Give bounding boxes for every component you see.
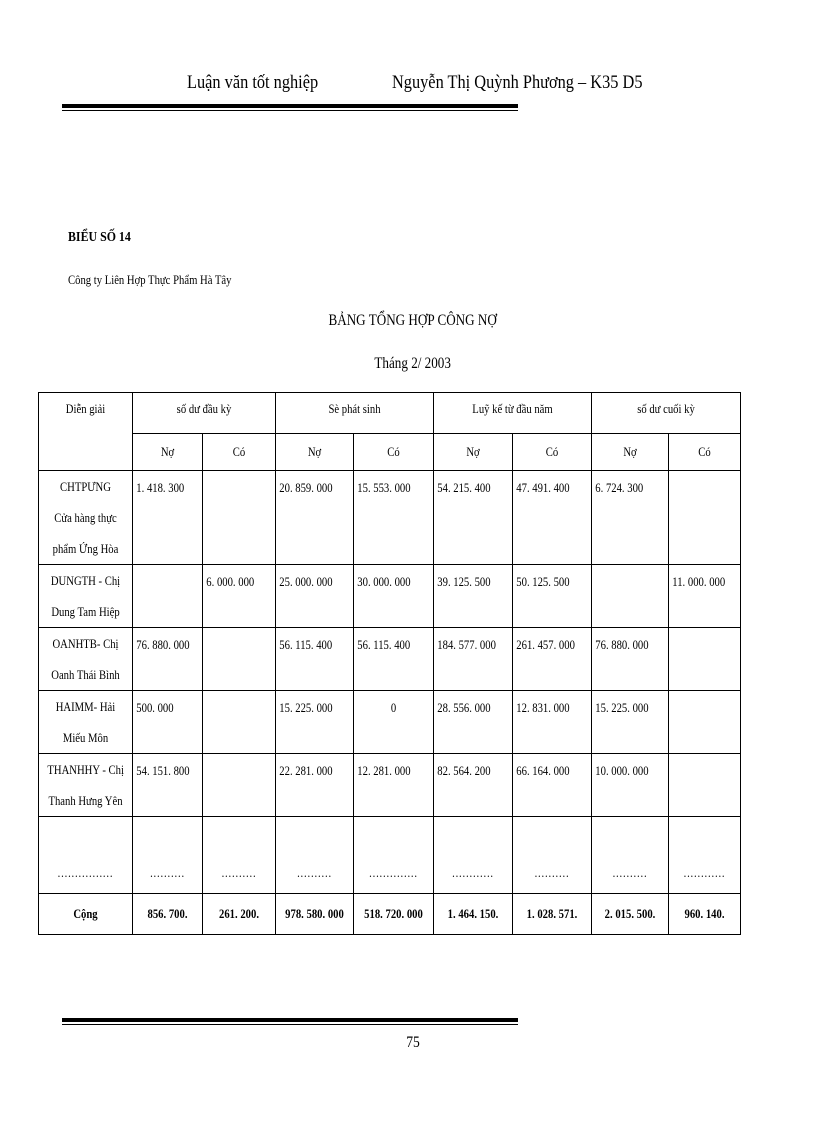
row-description [39, 565, 133, 628]
header-rule-thick [62, 104, 518, 108]
dots-cell [276, 817, 354, 894]
subheader-label: Có [698, 444, 711, 459]
total-value: 518. 720. 000 [364, 906, 423, 921]
subheader-cell [434, 434, 513, 471]
subheader-cell [354, 434, 434, 471]
value-cell [354, 754, 434, 817]
table-header-row [39, 393, 741, 434]
value-cell [513, 565, 592, 628]
value-cell [354, 471, 434, 565]
value-text: 12. 831. 000 [516, 700, 570, 715]
description-line: THANHHY - Chị [47, 762, 124, 777]
debt-summary-table [38, 392, 741, 935]
dots-text: ............ [683, 865, 726, 880]
dots-text: .............. [369, 865, 418, 880]
value-text: 66. 164. 000 [516, 763, 570, 778]
value-text: 56. 115. 400 [357, 637, 411, 652]
dots-cell [669, 817, 741, 894]
total-value: 960. 140. [684, 906, 725, 921]
value-cell [203, 628, 276, 691]
value-text: 261. 457. 000 [516, 637, 575, 652]
table-subheader-row [39, 434, 741, 471]
table-row [39, 565, 741, 628]
description-line: OANHTB- Chị [52, 636, 119, 651]
value-cell [354, 565, 434, 628]
dots-text: ................ [57, 865, 114, 880]
value-text: 56. 115. 400 [279, 637, 333, 652]
dots-cell [39, 817, 133, 894]
value-text [669, 754, 727, 763]
document-period-text: Tháng 2/ 2003 [374, 355, 452, 372]
value-text: 20. 859. 000 [279, 480, 333, 495]
value-cell [434, 628, 513, 691]
description-line: phẩm Ứng Hòa [52, 541, 119, 556]
value-cell [669, 471, 741, 565]
table-row [39, 471, 741, 565]
value-cell [434, 471, 513, 565]
value-text: 12. 281. 000 [357, 763, 411, 778]
value-text: 76. 880. 000 [136, 637, 190, 652]
row-description [39, 628, 133, 691]
value-text [203, 471, 262, 480]
total-value: 2. 015. 500. [604, 906, 656, 921]
value-cell [276, 471, 354, 565]
header-group-label: số dư đầu kỳ [176, 401, 232, 416]
value-cell [592, 691, 669, 754]
description-line: Cửa hàng thực [54, 510, 117, 525]
header-group-closing [592, 393, 741, 434]
value-text: 54. 215. 400 [437, 480, 491, 495]
form-number: BIỂU SỐ 14 [68, 230, 131, 245]
total-cell [203, 894, 276, 935]
value-cell [276, 565, 354, 628]
total-cell [592, 894, 669, 935]
page-header [0, 72, 816, 102]
value-text: 0 [390, 700, 397, 715]
table-row [39, 628, 741, 691]
value-cell [133, 754, 203, 817]
page-number [0, 1034, 816, 1052]
value-text: 184. 577. 000 [437, 637, 496, 652]
value-text: 54. 151. 800 [136, 763, 190, 778]
value-text [203, 754, 262, 763]
document-title-text: BẢNG TỔNG HỢP CÔNG NỢ [328, 312, 498, 329]
value-cell [669, 754, 741, 817]
value-cell [669, 565, 741, 628]
document-period [0, 355, 816, 373]
value-cell [203, 691, 276, 754]
total-cell [513, 894, 592, 935]
value-text: 22. 281. 000 [279, 763, 333, 778]
dots-cell [592, 817, 669, 894]
dots-cell [203, 817, 276, 894]
value-cell [434, 565, 513, 628]
value-cell [592, 471, 669, 565]
value-cell [513, 471, 592, 565]
value-text: 6. 000. 000 [206, 574, 255, 589]
subheader-label: Nợ [160, 444, 175, 459]
value-cell [434, 754, 513, 817]
subheader-label: Có [387, 444, 400, 459]
description-line: Thanh Hưng Yên [48, 793, 123, 808]
value-text: 15. 553. 000 [357, 480, 411, 495]
header-thesis-label: Luận văn tốt nghiệp [187, 72, 319, 93]
value-text [669, 691, 727, 700]
header-description-label: Diễn giải [65, 401, 106, 416]
header-group-label: Sè phát sinh [328, 401, 381, 416]
value-cell [592, 565, 669, 628]
dots-cell [133, 817, 203, 894]
value-cell [203, 565, 276, 628]
value-text: 50. 125. 500 [516, 574, 570, 589]
subheader-cell [133, 434, 203, 471]
header-description [39, 393, 133, 471]
value-text: 25. 000. 000 [279, 574, 333, 589]
table-row [39, 691, 741, 754]
dots-text: .......... [297, 865, 332, 880]
value-cell [354, 628, 434, 691]
value-text: 47. 491. 400 [516, 480, 570, 495]
dots-text: .......... [221, 865, 257, 880]
value-cell [434, 691, 513, 754]
value-cell [276, 628, 354, 691]
value-text: 500. 000 [136, 700, 174, 715]
subheader-cell [203, 434, 276, 471]
dots-text: .......... [612, 865, 648, 880]
subheader-cell [513, 434, 592, 471]
subheader-label: Có [232, 444, 246, 459]
row-description [39, 471, 133, 565]
dots-cell [354, 817, 434, 894]
value-text: 6. 724. 300 [595, 480, 644, 495]
value-text: 15. 225. 000 [595, 700, 649, 715]
subheader-label: Có [545, 444, 559, 459]
description-line: HAIMM- Hải [55, 699, 116, 714]
value-cell [592, 754, 669, 817]
header-group-label: Luỹ kế từ đầu năm [472, 401, 553, 416]
description-line: Miếu Môn [62, 730, 109, 745]
total-cell [434, 894, 513, 935]
header-group-movement [276, 393, 434, 434]
value-text: 39. 125. 500 [437, 574, 491, 589]
total-value: 978. 580. 000 [285, 906, 344, 921]
table-row [39, 754, 741, 817]
value-cell [133, 691, 203, 754]
subheader-cell [592, 434, 669, 471]
total-value: 1. 028. 571. [526, 906, 578, 921]
value-cell [276, 691, 354, 754]
value-text: 10. 000. 000 [595, 763, 649, 778]
value-text: 15. 225. 000 [279, 700, 333, 715]
value-cell [133, 471, 203, 565]
subheader-label: Nợ [623, 444, 637, 459]
value-text: 82. 564. 200 [437, 763, 491, 778]
value-text: 30. 000. 000 [357, 574, 411, 589]
subheader-label: Nợ [307, 444, 322, 459]
value-cell [203, 471, 276, 565]
header-rule-thin [62, 110, 518, 111]
subheader-label: Nợ [466, 444, 480, 459]
value-text [592, 565, 654, 574]
table-total-row [39, 894, 741, 935]
footer-rule-thick [62, 1018, 518, 1022]
total-cell [354, 894, 434, 935]
value-text [203, 628, 262, 637]
total-cell [276, 894, 354, 935]
subheader-cell [276, 434, 354, 471]
total-label-cell [39, 894, 133, 935]
document-title [0, 312, 816, 330]
dots-text: .......... [534, 865, 570, 880]
value-text: 28. 556. 000 [437, 700, 491, 715]
value-cell [669, 691, 741, 754]
value-cell [276, 754, 354, 817]
value-cell [133, 628, 203, 691]
value-cell [203, 754, 276, 817]
value-cell [592, 628, 669, 691]
value-cell [513, 691, 592, 754]
total-value: 261. 200. [219, 906, 259, 921]
header-author: Nguyễn Thị Quỳnh Phương – K35 D5 [392, 72, 643, 93]
row-description [39, 754, 133, 817]
value-cell [354, 691, 434, 754]
dots-cell [513, 817, 592, 894]
value-text: 11. 000. 000 [672, 574, 726, 589]
footer-rule-thin [62, 1024, 518, 1025]
value-text [133, 565, 190, 574]
header-group-opening [133, 393, 276, 434]
header-group-cumulative [434, 393, 592, 434]
row-description [39, 691, 133, 754]
value-text [669, 471, 727, 480]
company-name: Công ty Liên Hợp Thực Phẩm Hà Tây [68, 272, 232, 287]
description-line: CHTPƯNG [60, 479, 111, 494]
total-value: 856. 700. [147, 906, 188, 921]
dots-text: .......... [150, 865, 185, 880]
header-group-label: số dư cuối kỳ [637, 401, 695, 416]
dots-cell [434, 817, 513, 894]
value-cell [513, 628, 592, 691]
total-cell [133, 894, 203, 935]
subheader-cell [669, 434, 741, 471]
total-cell [669, 894, 741, 935]
value-text: 1. 418. 300 [136, 480, 185, 495]
description-line: Oanh Thái Bình [51, 667, 120, 682]
description-line: Dung Tam Hiệp [51, 604, 120, 619]
value-text [203, 691, 262, 700]
value-text [669, 628, 727, 637]
total-value: 1. 464. 150. [447, 906, 499, 921]
value-cell [669, 628, 741, 691]
dots-text: ............ [452, 865, 494, 880]
total-label: Cộng [73, 906, 98, 921]
table-row-continuation [39, 817, 741, 894]
value-cell [513, 754, 592, 817]
value-cell [133, 565, 203, 628]
description-line: DUNGTH - Chị [50, 573, 121, 588]
page-number-text: 75 [406, 1034, 420, 1051]
value-text: 76. 880. 000 [595, 637, 649, 652]
